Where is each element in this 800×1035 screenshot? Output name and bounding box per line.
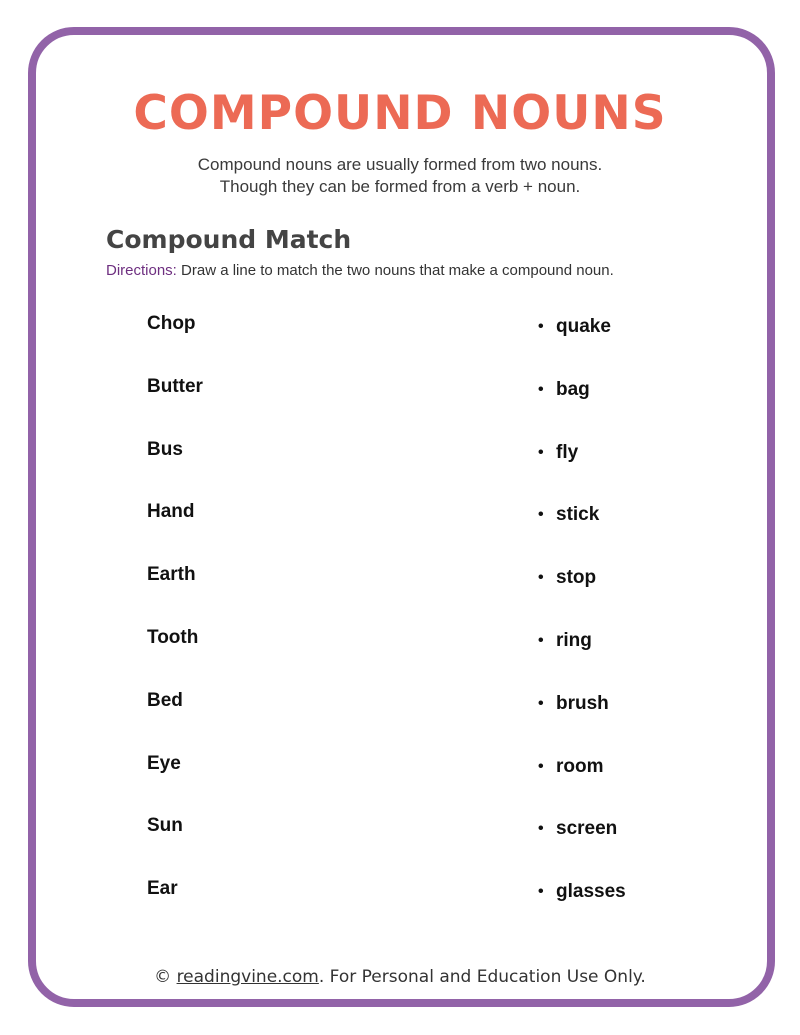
readingvine-link[interactable]: readingvine.com — [176, 967, 319, 987]
right-word-text: room — [556, 755, 604, 777]
right-word-text: quake — [556, 316, 611, 337]
right-word — [538, 502, 626, 565]
section-heading: Compound Match — [106, 225, 352, 254]
right-word-text: bag — [556, 378, 590, 400]
right-word — [538, 628, 626, 691]
left-word: Chop — [147, 313, 196, 334]
right-word — [538, 314, 626, 377]
right-word-text: glasses — [556, 881, 626, 903]
copyright-icon: © — [154, 967, 172, 987]
left-word: Eye — [147, 752, 181, 774]
subtitle-line-2: Though they can be formed from a verb + noun. — [219, 177, 581, 196]
left-word: Bus — [147, 438, 183, 460]
bullet-icon: • — [538, 757, 544, 775]
bullet-icon: • — [538, 318, 544, 335]
bullet-icon: • — [538, 443, 544, 461]
directions-label: Directions: — [106, 262, 177, 279]
right-word — [538, 377, 626, 440]
bullet-icon: • — [538, 506, 544, 524]
left-word: Butter — [147, 375, 203, 397]
left-word: Earth — [147, 564, 196, 586]
left-word: Ear — [147, 878, 178, 900]
bullet-icon: • — [538, 569, 544, 587]
right-word-text: screen — [556, 818, 618, 840]
bullet-icon: • — [538, 631, 544, 649]
bullet-icon: • — [538, 883, 544, 901]
right-word — [538, 440, 626, 503]
right-word — [538, 565, 626, 628]
directions-text: Draw a line to match the two nouns that make a compound noun. — [176, 262, 614, 279]
directions — [106, 261, 614, 281]
left-word: Hand — [147, 501, 195, 523]
bullet-icon: • — [538, 820, 544, 838]
right-word — [538, 754, 626, 817]
left-word: Tooth — [147, 626, 199, 648]
worksheet-title: COMPOUND NOUNS — [133, 86, 667, 141]
worksheet-subtitle — [0, 154, 800, 198]
left-word: Sun — [147, 815, 183, 837]
bullet-icon: • — [538, 380, 544, 398]
left-word: Bed — [147, 689, 183, 711]
right-word-text: ring — [556, 629, 592, 651]
bullet-icon: • — [538, 694, 544, 712]
subtitle-line-1: Compound nouns are usually formed from two nouns. — [197, 155, 603, 174]
footer-text: . For Personal and Education Use Only. — [318, 967, 646, 987]
right-word-text: brush — [556, 692, 609, 714]
right-word-column — [538, 314, 626, 942]
right-word — [538, 816, 626, 879]
right-word-text: stick — [556, 504, 600, 526]
right-word — [538, 879, 626, 942]
right-word-text: fly — [556, 441, 579, 463]
right-word — [538, 691, 626, 754]
right-word-text: stop — [556, 567, 597, 589]
left-word-column — [147, 311, 203, 939]
footer — [0, 965, 800, 989]
